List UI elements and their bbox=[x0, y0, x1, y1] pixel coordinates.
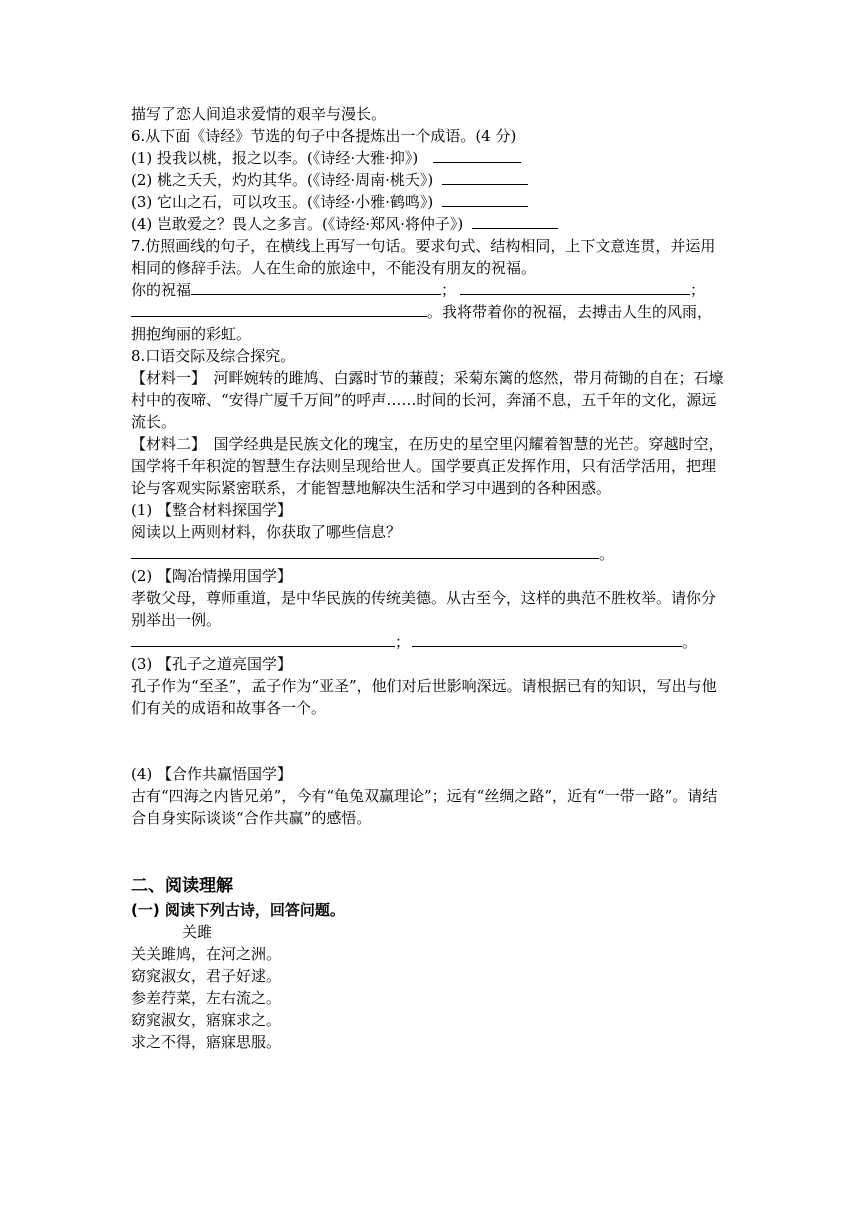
section-2-part-1-title: (一) 阅读下列古诗，回答问题。 bbox=[131, 901, 345, 919]
poem-line: 窈窕淑女，寤寐求之。 bbox=[131, 1011, 282, 1029]
q8-sub1-title: (1) 【整合材料探国学】 bbox=[131, 501, 293, 519]
q8-sub4-title: (4) 【合作共赢悟国学】 bbox=[131, 765, 293, 783]
q7-last-line: 拥抱绚丽的彩虹。 bbox=[131, 325, 252, 343]
q8-material-2: 【材料二】 国学经典是民族文化的瑰宝，在历史的星空里闪耀着智慧的光芒。穿越时空，国学将千年积淀的智慧生存法则呈现给世人。国学要真正发挥作用，只有活学活用，把理论与客观实际紧密联系，才能智慧地解决生活和学习中遇到的各种困惑。 bbox=[131, 435, 724, 497]
q8-sub2-question: 孝敬父母，尊师重道，是中华民族的传统美德。从古至今，这样的典范不胜枚举。请你分别举出一例。 bbox=[131, 589, 717, 629]
q7-title: 7.仿照画线的句子，在横线上再写一句话。要求句式、结构相同，上下文意连贯，并运用相同的修辞手法。人在生命的旅途中，不能没有朋友的祝福。 bbox=[131, 237, 716, 277]
document-content bbox=[131, 103, 729, 1053]
q7-answer-blank-1[interactable] bbox=[191, 280, 441, 295]
poem-line: 窈窕淑女，君子好逑。 bbox=[131, 967, 282, 985]
poem-line: 参差荇菜，左右流之。 bbox=[131, 989, 282, 1007]
q8-sub2-title: (2) 【陶冶情操用国学】 bbox=[131, 567, 293, 585]
poem-line: 求之不得，寤寐思服。 bbox=[131, 1033, 282, 1051]
q8-sub2-answer-blank-1[interactable] bbox=[131, 632, 395, 647]
q6-item-2: (2) 桃之夭夭，灼灼其华。(《诗经·周南·桃夭》) bbox=[131, 169, 729, 191]
q8-sub2-answer-blank-2[interactable] bbox=[412, 632, 682, 647]
q8-sub1-answer: 。 bbox=[131, 543, 729, 565]
poem-line: 关关雎鸠，在河之洲。 bbox=[131, 945, 282, 963]
q6-item-1: (1) 投我以桃，报之以李。(《诗经·大雅·抑》) bbox=[131, 147, 729, 169]
q6-answer-blank-4[interactable] bbox=[472, 214, 558, 229]
q8-title: 8.口语交际及综合探究。 bbox=[131, 347, 296, 365]
q6-item-3: (3) 它山之石，可以攻玉。(《诗经·小雅·鹤鸣》) bbox=[131, 191, 729, 213]
q7-line-2: 。我将带着你的祝福，去搏击人生的风雨， bbox=[131, 301, 729, 323]
q7-answer-blank-2[interactable] bbox=[460, 280, 690, 295]
q6-answer-blank-3[interactable] bbox=[442, 192, 528, 207]
q6-item-4: (4) 岂敢爱之？畏人之多言。(《诗经·郑风·将仲子》) bbox=[131, 213, 729, 235]
q6-answer-blank-1[interactable] bbox=[433, 148, 521, 163]
q8-material-1: 【材料一】 河畔婉转的雎鸠、白露时节的蒹葭；采菊东篱的悠然，带月荷锄的自在；石壕村中的夜啼、“安得广厦千万间”的呼声……时间的长河，奔涌不息，五千年的文化，源远流长。 bbox=[131, 369, 724, 431]
q6-answer-blank-2[interactable] bbox=[442, 170, 528, 185]
q8-sub3-question: 孔子作为“至圣”，孟子作为“亚圣”，他们对后世影响深远。请根据已有的知识，写出与他们有关的成语和故事各一个。 bbox=[131, 677, 717, 717]
intro-line: 描写了恋人间追求爱情的艰辛与漫长。 bbox=[131, 105, 387, 123]
q8-sub4-question: 古有“四海之内皆兄弟”，今有“龟兔双赢理论”；远有“丝绸之路”，近有“一带一路”。请结合自身实际谈谈“合作共赢”的感悟。 bbox=[131, 787, 718, 827]
q8-sub2-answer: ； 。 bbox=[131, 631, 729, 653]
q8-sub1-answer-blank[interactable] bbox=[131, 544, 599, 559]
q6-title: 6.从下面《诗经》节选的句子中各提炼出一个成语。(4 分) bbox=[131, 127, 517, 145]
section-2-title: 二、阅读理解 bbox=[131, 876, 233, 896]
q8-sub3-title: (3) 【孔子之道亮国学】 bbox=[131, 655, 293, 673]
q7-answer-blank-3[interactable] bbox=[131, 302, 427, 317]
poem-title: 关雎 bbox=[182, 923, 213, 941]
q7-line-1: 你的祝福 ； ； bbox=[131, 281, 706, 299]
q8-sub1-question: 阅读以上两则材料，你获取了哪些信息？ bbox=[131, 523, 402, 541]
